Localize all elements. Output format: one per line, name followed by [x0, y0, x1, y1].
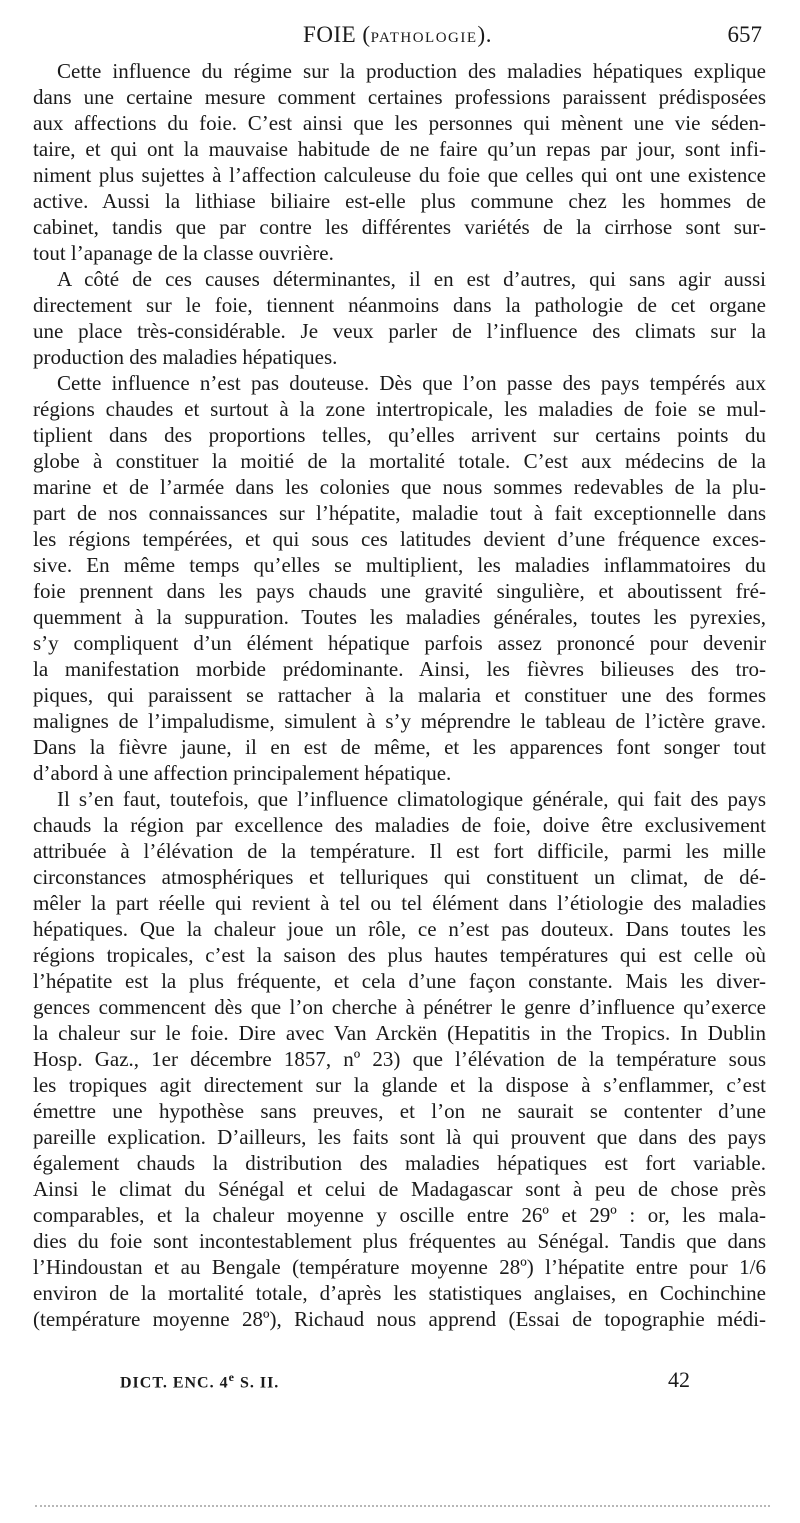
text-line: directement sur le foie, tiennent néanmoins dans la pathologie de cet organe [33, 293, 766, 317]
sheet-number: 42 [668, 1367, 690, 1392]
text-line: pareille explication. D’ailleurs, les faits sont là qui prouvent que dans des pays [33, 1125, 766, 1149]
text-line: les régions tempérées, et qui sous ces latitudes devient d’une fréquence exces- [33, 527, 766, 551]
text-line: régions tropicales, c’est la saison des plus hautes températures qui est celle où [33, 943, 766, 967]
text-line: comparables, et la chaleur moyenne y oscille entre 26º et 29º : or, les mala- [33, 1203, 766, 1227]
text-line: malignes de l’impaludisme, simulent à s’y méprendre le tableau de l’ictère grave. [33, 709, 766, 733]
text-line: s’y compliquent d’un élément hépatique parfois assez prononcé pour devenir [33, 631, 766, 655]
text-line: tiplient dans des proportions telles, qu’elles arrivent sur certains points du [33, 423, 766, 447]
text-line: la chaleur sur le foie. Dire avec Van Arckën (Hepatitis in the Tropics. In Dublin [33, 1021, 766, 1045]
printer-signature [120, 1370, 279, 1392]
text-line: foie prennent dans les pays chauds une gravité singulière, et aboutissent fré- [33, 579, 766, 603]
text-line: environ de la mortalité totale, d’après les statistiques anglaises, en Cochinchine [33, 1281, 766, 1305]
text-line: piques, qui paraissent se rattacher à la malaria et constituer une des formes [33, 683, 766, 707]
text-line: une place très-considérable. Je veux parler de l’influence des climats sur la [33, 319, 766, 343]
text-line: Dans la fièvre jaune, il en est de même, et les apparences font songer tout [33, 735, 766, 759]
text-line: niment plus sujettes à l’affection calculeuse du foie que celles qui ont une existence [33, 163, 766, 187]
text-line: tout l’apanage de la classe ouvrière. [33, 241, 334, 265]
text-line: régions chaudes et surtout à la zone intertropicale, les maladies de foie se mul- [33, 397, 766, 421]
text-line: Ainsi le climat du Sénégal et celui de Madagascar sont à peu de chose près [33, 1177, 766, 1201]
text-line: hépatiques. Que la chaleur joue un rôle, ce n’est pas douteux. Dans toutes les [33, 917, 766, 941]
text-line: cabinet, tandis que par contre les différentes variétés de la cirrhose sont sur- [33, 215, 766, 239]
text-line: sive. En même temps qu’elles se multiplient, les maladies inflammatoires du [33, 553, 766, 577]
running-title-end: ). [477, 22, 492, 47]
text-line: production des maladies hépatiques. [33, 345, 338, 369]
text-line: chauds la région par excellence des maladies de foie, doive être exclusivement [33, 813, 766, 837]
text-line: attribuée à l’élévation de la température. Il est fort difficile, parmi les mille [33, 839, 766, 863]
text-line: A côté de ces causes déterminantes, il en est d’autres, qui sans agir aussi [57, 267, 766, 291]
text-line: circonstances atmosphériques et telluriques qui constituent un climat, de dé- [33, 865, 766, 889]
text-line: également chauds la distribution des maladies hépatiques est fort variable. [33, 1151, 766, 1175]
running-title-smallcaps: PATHOLOGIE [370, 30, 478, 46]
text-line: Cette influence du régime sur la production des maladies hépatiques explique [57, 59, 766, 83]
body-text [33, 58, 766, 1332]
text-line: dans une certaine mesure comment certaines professions paraissent prédisposées [33, 85, 766, 109]
text-line: la manifestation morbide prédominante. Ainsi, les fièvres bilieuses des tro- [33, 657, 766, 681]
text-line: dies du foie sont incontestablement plus fréquentes au Sénégal. Tandis que dans [33, 1229, 766, 1253]
text-line: taire, et qui ont la mauvaise habitude de ne faire qu’un repas par jour, sont infi- [33, 137, 766, 161]
running-title-main: FOIE ( [303, 22, 371, 47]
running-header [33, 22, 762, 62]
text-line: quemment à la suppuration. Toutes les maladies générales, toutes les pyrexies, [33, 605, 766, 629]
text-line: gences commencent dès que l’on cherche à pénétrer le genre d’influence qu’exerce [33, 995, 766, 1019]
signature-superscript: e [228, 1370, 235, 1384]
text-line: Il s’en faut, toutefois, que l’influence climatologique générale, qui fait des pays [57, 787, 766, 811]
running-title [33, 22, 762, 48]
text-line: active. Aussi la lithiase biliaire est-elle plus commune chez les hommes de [33, 189, 766, 213]
bottom-edge-specks [35, 1505, 770, 1509]
text-line: les tropiques agit directement sur la glande et la dispose à s’enflammer, c’est [33, 1073, 766, 1097]
text-line: Cette influence n’est pas douteuse. Dès que l’on passe des pays tempérés aux [57, 371, 766, 395]
text-line: (température moyenne 28º), Richaud nous apprend (Essai de topographie médi- [33, 1307, 766, 1331]
text-line: part de nos connaissances sur l’hépatite, maladie tout à fait exceptionnelle dans [33, 501, 766, 525]
page-footer [120, 1367, 700, 1400]
signature-main: DICT. ENC. 4 [120, 1374, 229, 1392]
text-line: d’abord à une affection principalement hépatique. [33, 761, 452, 785]
text-line: aux affections du foie. C’est ainsi que les personnes qui mènent une vie séden- [33, 111, 766, 135]
text-line: globe à constituer la moitié de la mortalité totale. C’est aux médecins de la [33, 449, 766, 473]
text-line: Hosp. Gaz., 1er décembre 1857, nº 23) que l’élévation de la température sous [33, 1047, 766, 1071]
text-line: marine et de l’armée dans les colonies que nous sommes redevables de la plu- [33, 475, 766, 499]
text-line: émettre une hypothèse sans preuves, et l’on ne saurait se contenter d’une [33, 1099, 766, 1123]
text-line: l’Hindoustan et au Bengale (température moyenne 28º) l’hépatite entre pour 1/6 [33, 1255, 766, 1279]
signature-end: S. II. [234, 1374, 280, 1392]
page-number: 657 [727, 22, 762, 47]
text-line: l’hépatite est la plus fréquente, et cela d’une façon constante. Mais les diver- [33, 969, 766, 993]
text-line: mêler la part réelle qui revient à tel ou tel élément dans l’étiologie des maladies [33, 891, 766, 915]
